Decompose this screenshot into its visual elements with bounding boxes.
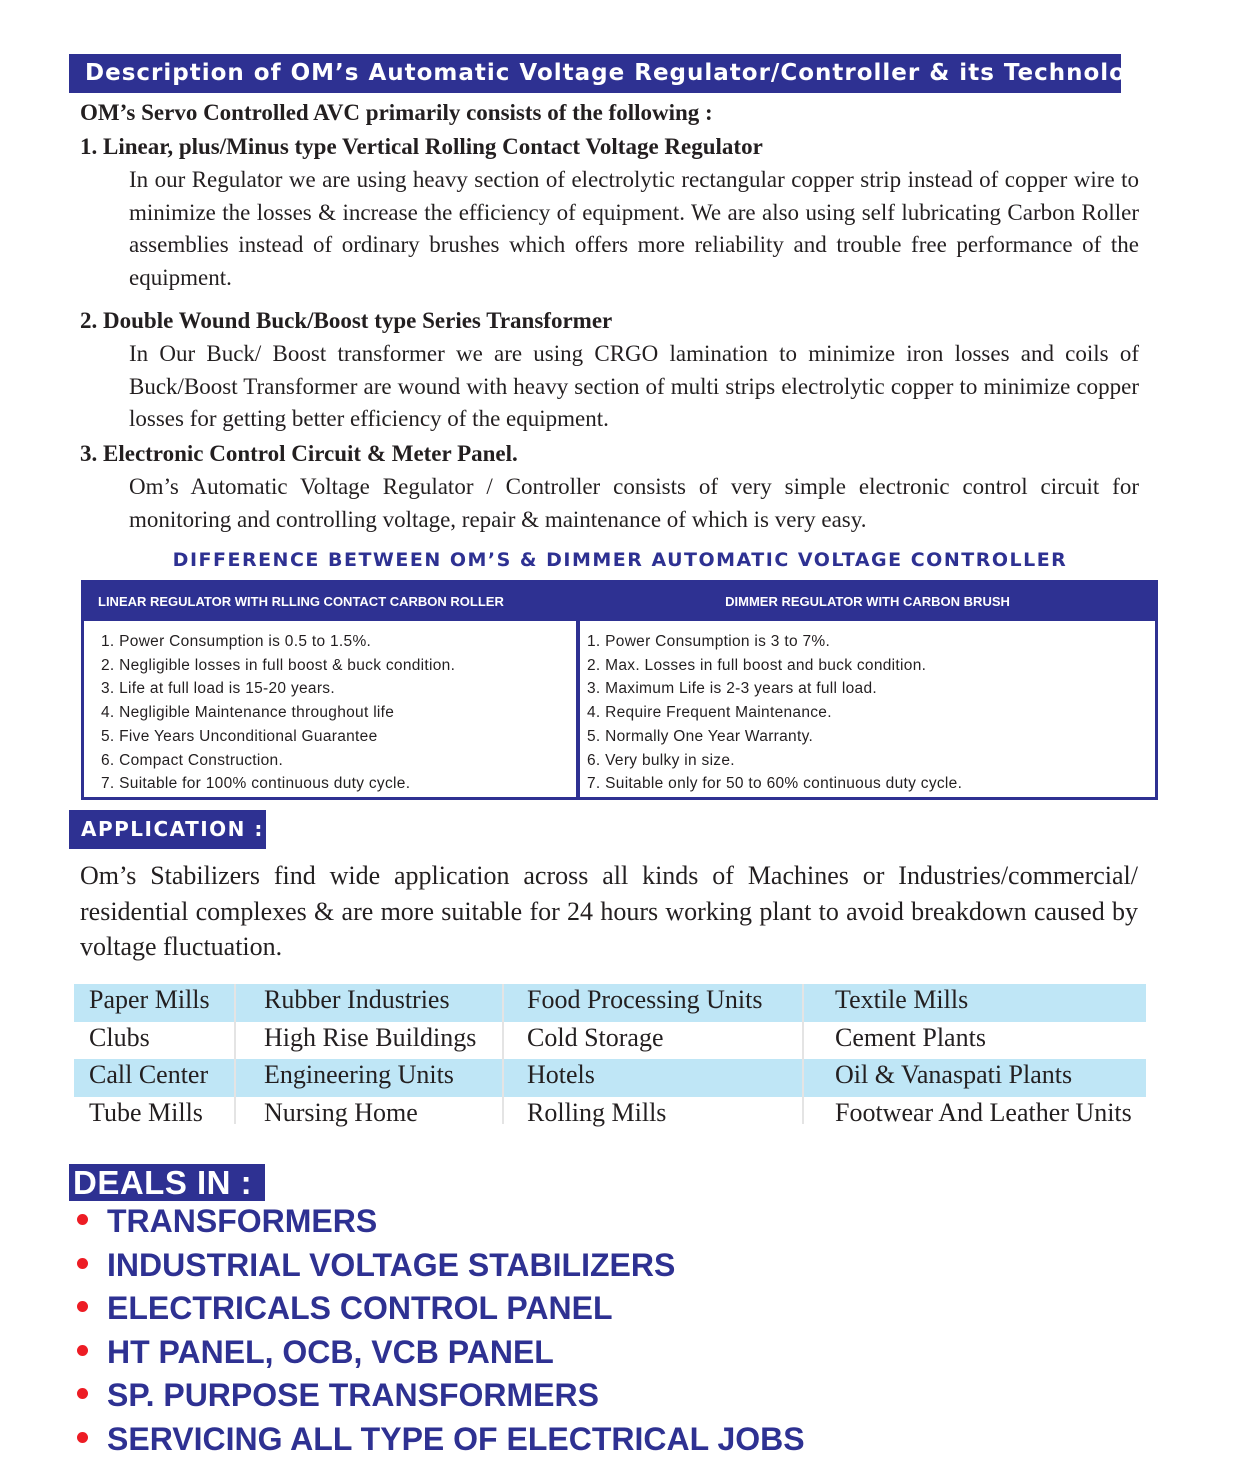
grid-divider [234,984,236,1124]
list-item: 4. Require Frequent Maintenance. [587,704,832,722]
list-item: 2. Max. Losses in full boost and buck condition. [587,656,927,674]
item-1-body: In our Regulator we are using heavy section of electrolytic rectangular copper strip instead of copper wire to minimize the losses & increase the efficiency of equipment. We are also using self lubricating Carbon Roller assemblies instead of ordinary brushes which offers more reliability and trouble free performance of the equipment. [129,167,1139,291]
comparison-left-header: LINEAR REGULATOR WITH RLLING CONTACT CARBON ROLLER [84,583,576,621]
comparison-right-list [587,630,962,796]
table-cell: Oil & Vanaspati Plants [835,1060,1073,1089]
grid-divider [502,984,504,1124]
table-cell: Food Processing Units [527,985,763,1014]
comparison-table [81,580,1158,800]
table-cell: Hotels [527,1060,595,1089]
bullet-icon [77,1388,88,1399]
table-cell: Clubs [89,1022,150,1052]
deal-text: SERVICING ALL TYPE OF ELECTRICAL JOBS [107,1420,805,1457]
item-2-title: 2. Double Wound Buck/Boost type Series Transformer [80,308,613,333]
section-title-banner: Description of OM’s Automatic Voltage Regulator/Controller & its Technology [69,54,1121,93]
grid-divider [802,984,804,1124]
list-item: 5. Five Years Unconditional Guarantee [101,727,378,745]
bullet-icon [77,1214,88,1225]
item-1-title: 1. Linear, plus/Minus type Vertical Rolling Contact Voltage Regulator [80,134,763,159]
application-text: Om’s Stabilizers find wide application across all kinds of Machines or Industries/commercial/ residential complexes & are more suitable for 24 hours working plant to avoid breakdown caused by voltage fluctuation. [80,861,1138,961]
item-3-body: Om’s Automatic Voltage Regulator / Controller consists of very simple electronic control circuit for monitoring and controlling voltage, repair & maintenance of which is very easy. [129,474,1139,532]
list-item: 3. Maximum Life is 2-3 years at full load. [587,680,877,698]
list-item: 5. Normally One Year Warranty. [587,727,814,745]
table-cell: Cement Plants [835,1022,986,1052]
table-cell: Rolling Mills [527,1097,667,1127]
deal-text: TRANSFORMERS [107,1203,378,1239]
table-cell: Engineering Units [264,1060,454,1089]
bullet-icon [77,1345,88,1356]
bullet-icon [77,1301,88,1312]
intro-heading: OM’s Servo Controlled AVC primarily consists of the following : [80,100,713,125]
list-item: 1. Power Consumption is 3 to 7%. [587,633,831,650]
comparison-title: DIFFERENCE BETWEEN OM’S & DIMMER AUTOMATIC VOLTAGE CONTROLLER [172,549,1068,571]
deal-text: ELECTRICALS CONTROL PANEL [107,1290,613,1326]
deal-text: HT PANEL, OCB, VCB PANEL [107,1333,554,1370]
bullet-icon [77,1432,88,1443]
comparison-divider [576,583,580,797]
application-label: APPLICATION : [69,810,266,849]
list-item: 7. Suitable for 100% continuous duty cycle. [101,775,411,793]
list-item: 3. Life at full load is 15-20 years. [101,680,335,698]
table-cell: Rubber Industries [264,985,450,1014]
table-cell: High Rise Buildings [264,1022,477,1052]
bullet-icon [77,1258,88,1269]
deal-text: INDUSTRIAL VOLTAGE STABILIZERS [107,1246,676,1283]
table-cell: Cold Storage [527,1022,664,1052]
table-cell: Textile Mills [835,985,969,1014]
item-3-title: 3. Electronic Control Circuit & Meter Panel. [80,441,518,466]
comparison-right-header: DIMMER REGULATOR WITH CARBON BRUSH [580,583,1155,621]
item-2-body: In Our Buck/ Boost transformer we are using CRGO lamination to minimize iron losses and coils of Buck/Boost Transformer are wound with heavy section of multi strips electrolytic copper to minimize copper losses for getting better efficiency of the equipment. [129,341,1139,432]
list-item: 7. Suitable only for 50 to 60% continuous duty cycle. [587,775,963,793]
table-cell: Footwear And Leather Units [835,1097,1132,1127]
table-cell: Call Center [89,1060,209,1089]
list-item: 2. Negligible losses in full boost & buck condition. [101,656,456,674]
comparison-left-list [101,630,455,796]
list-item: 4. Negligible Maintenance throughout life [101,704,395,722]
table-cell: Paper Mills [89,985,210,1014]
deal-text: SP. PURPOSE TRANSFORMERS [107,1377,599,1413]
table-cell: Nursing Home [264,1097,418,1127]
table-cell: Tube Mills [89,1097,203,1127]
list-item: 6. Very bulky in size. [587,751,735,769]
list-item: 6. Compact Construction. [101,751,284,769]
deals-label: DEALS IN : [69,1164,265,1201]
list-item: 1. Power Consumption is 0.5 to 1.5%. [101,633,372,650]
